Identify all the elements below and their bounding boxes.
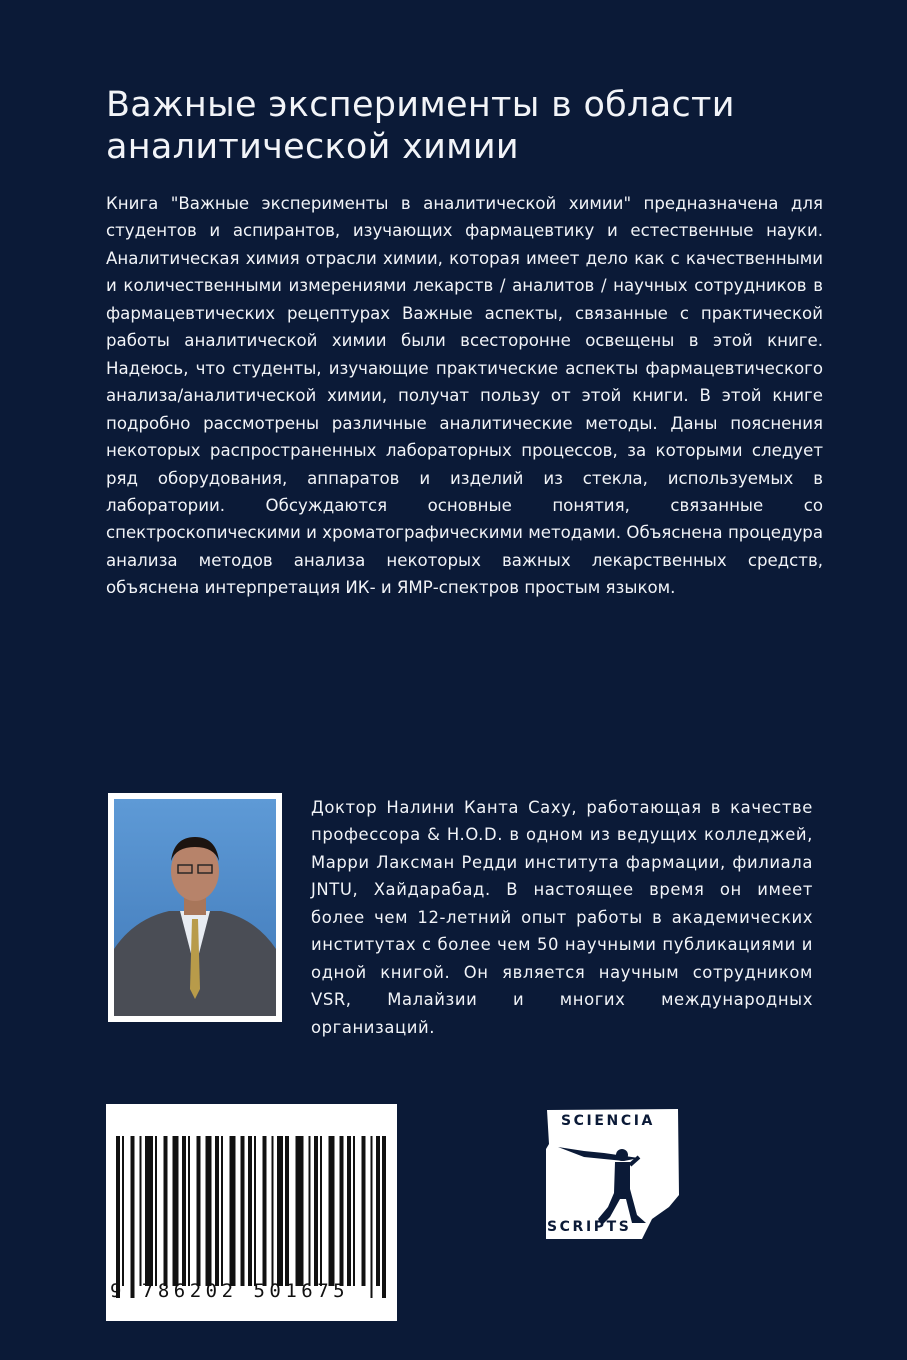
barcode-bar: [164, 1136, 168, 1286]
barcode-bar: [145, 1136, 153, 1286]
barcode-bar: [362, 1136, 366, 1286]
barcode-bar: [347, 1136, 351, 1286]
logo-text-top: SCIENCIA: [561, 1113, 655, 1129]
barcode-bar: [320, 1136, 322, 1286]
title-line-2: аналитической химии: [106, 127, 519, 167]
barcode-bar: [140, 1136, 142, 1286]
barcode-bar: [285, 1136, 289, 1286]
barcode-bar: [277, 1136, 283, 1286]
barcode-bar: [241, 1136, 245, 1286]
author-photo: [108, 793, 282, 1022]
title-line-1: Важные эксперименты в области: [106, 85, 735, 125]
barcode-bar: [353, 1136, 355, 1286]
book-description: Книга "Важные эксперименты в аналитической химии" предназначена для студентов и аспирантов, изучающих фармацевтику и естественные науки. Аналитическая химия отрасли химии, которая имеет дело как с качественными и количественными измерениями лекарств / аналитов / научных сотрудников в фармацевтических рецептурах Важные аспекты, связанные с практической работы аналитической химии были всесторонне освещены в этой книге. Надеюсь, что студенты, изучающие практические аспекты фармацевтического анализа/аналитической химии, получат пользу от этой книги. В этой книге подробно рассмотрены различные аналитические методы. Даны пояснения некоторых распространенных лабораторных процессов, за которыми следует ряд оборудования, аппаратов и изделий из стекла, используемых в лаборатории. Обсуждаются основные понятия, связанные со спектроскопическими и хроматографическими методами. Объяснена процедура анализа методов анализа некоторых важных лекарственных средств, объяснена интерпретация ИК- и ЯМР-спектров простым языком.: [106, 194, 823, 598]
barcode-bar: [173, 1136, 179, 1286]
logo-text-bottom: SCRIPTS: [547, 1219, 632, 1235]
barcode-bar: [155, 1136, 157, 1286]
barcode-bar: [263, 1136, 267, 1286]
barcode-bar: [296, 1136, 304, 1286]
barcode-bar: [329, 1136, 335, 1286]
barcode-bar: [382, 1136, 386, 1298]
barcode-bar: [309, 1136, 311, 1286]
barcode-bar: [182, 1136, 186, 1286]
barcode-bar: [122, 1136, 124, 1286]
barcode-bar: [116, 1136, 120, 1298]
publisher-logo: [544, 1107, 681, 1241]
barcode-bar: [188, 1136, 190, 1286]
isbn-number: 9 786202 501675: [110, 1280, 350, 1302]
isbn-barcode: [106, 1104, 397, 1321]
barcode-bar: [221, 1136, 223, 1286]
barcode-bar: [230, 1136, 236, 1286]
barcode-bar: [272, 1136, 274, 1286]
book-title: [106, 84, 806, 168]
barcode-bar: [131, 1136, 135, 1298]
barcode-bar: [248, 1136, 252, 1286]
barcode-bar: [197, 1136, 201, 1286]
barcode-bar: [206, 1136, 212, 1286]
barcode-bar: [314, 1136, 318, 1286]
barcode-bar: [215, 1136, 219, 1286]
barcode-bar: [254, 1136, 256, 1286]
author-bio: Доктор Налини Канта Саху, работающая в качестве профессора & H.O.D. в одном из ведущих колледжей, Марри Лаксман Редди института фармации, филиала JNTU, Хайдарабад. В настоящее время он имеет более чем 12-летний опыт работы в академических институтах с более чем 50 научными публикациями и одной книгой. Он является научным сотрудником VSR, Малайзии и многих международных организаций.: [311, 798, 813, 1037]
barcode-bar: [340, 1136, 344, 1286]
barcode-bar: [376, 1136, 380, 1286]
barcode-bar: [371, 1136, 373, 1298]
